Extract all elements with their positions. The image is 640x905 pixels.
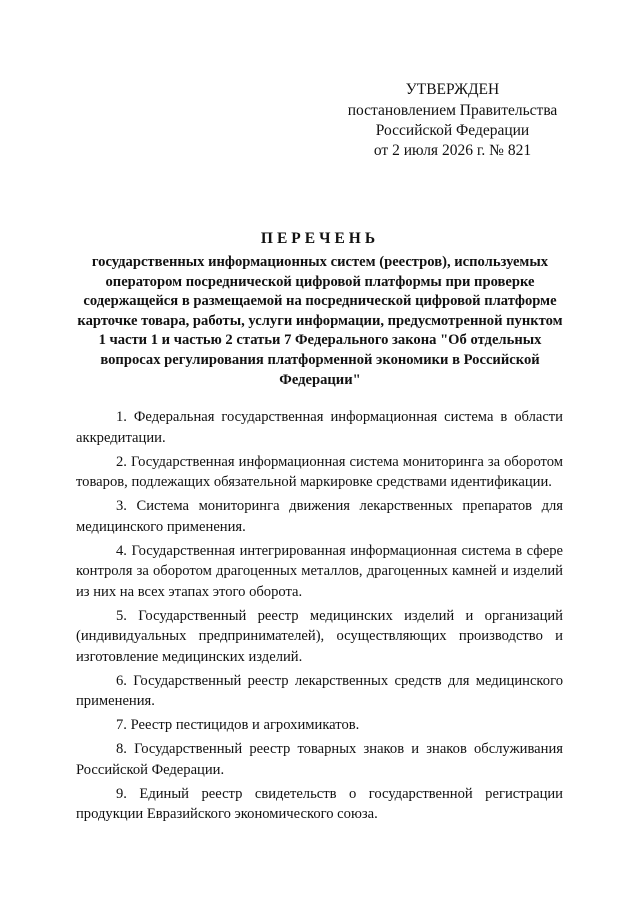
approval-date: от 2 июля 2026 г. № 821	[373, 142, 532, 159]
approval-title: УТВЕРЖДЕН	[405, 81, 500, 98]
list-item: 1. Федеральная государственная информационная система в области аккредитации.	[76, 409, 563, 446]
list-item: 2. Государственная информационная система мониторинга за оборотом товаров, подлежащих обязательной маркировке средствами идентификации.	[76, 453, 563, 490]
document-heading: ПЕРЕЧЕНЬ	[260, 230, 380, 247]
list-item: 4. Государственная интегрированная информационная система в сфере контроля за оборотом драгоценных металлов, драгоценных камней и изделий из них на всех этапах этого оборота.	[76, 542, 563, 600]
document-subheading: государственных информационных систем (реестров), используемых оператором посреднической цифровой платформы при проверке содержащейся в размещаемой на посреднической цифровой платформе карточке товара, работы, услуги информации, предусмотренной пунктом 1 части 1 и частью 2 статьи 7 Федерального закона "Об отдельных вопросах регулирования платформенной экономики в Российской Федерации"	[77, 254, 563, 388]
list-item: 7. Реестр пестицидов и агрохимикатов.	[116, 717, 360, 733]
list-item: 5. Государственный реестр медицинских изделий и организаций (индивидуальных предпринимателей), осуществляющих производство и изготовление медицинских изделий.	[76, 607, 563, 665]
list-item: 3. Система мониторинга движения лекарственных препаратов для медицинского применения.	[76, 498, 563, 535]
approval-stamp	[345, 80, 560, 161]
list-item: 6. Государственный реестр лекарственных средств для медицинского применения.	[76, 672, 563, 709]
list-item: 8. Государственный реестр товарных знаков и знаков обслуживания Российской Федерации.	[76, 741, 563, 778]
approval-line: Российской Федерации	[375, 122, 530, 139]
list-item: 9. Единый реестр свидетельств о государственной регистрации продукции Евразийского экономического союза.	[76, 785, 563, 822]
approval-line: постановлением Правительства	[347, 102, 558, 119]
item-list	[76, 407, 563, 828]
